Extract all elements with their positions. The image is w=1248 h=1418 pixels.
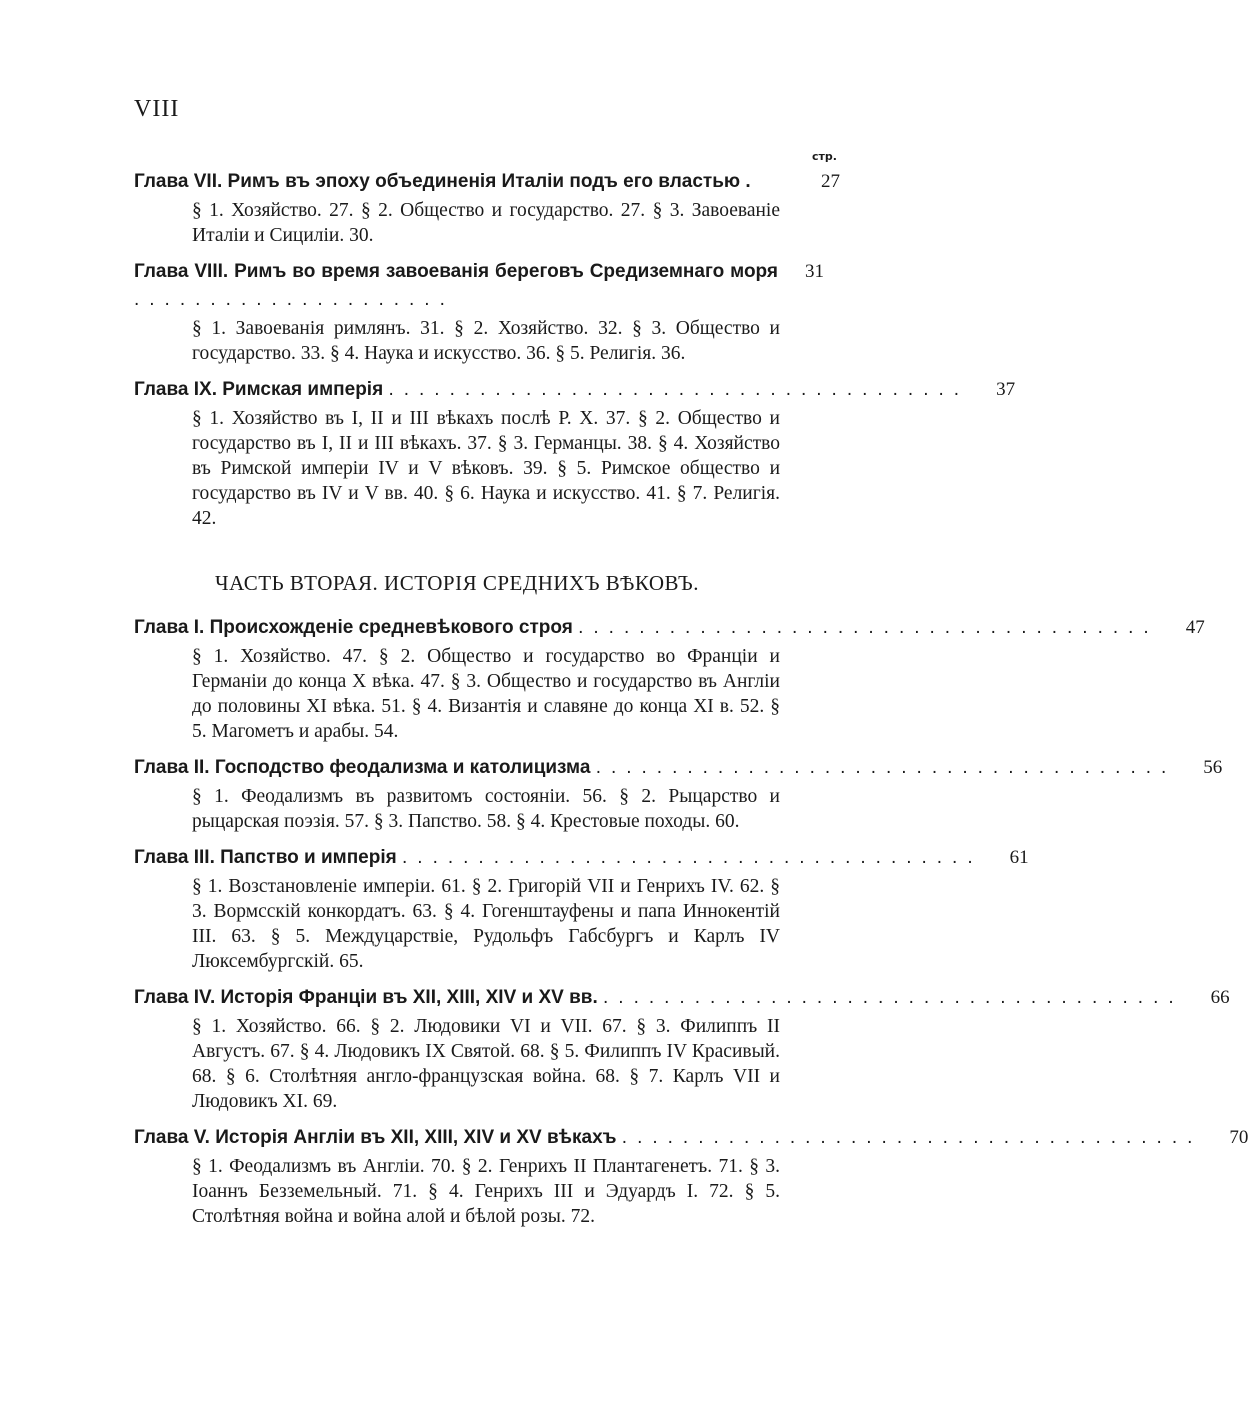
chapter-title: Глава V. Исторія Англіи въ XII, XIII, XIV и XV вѣкахъ ...................................... [134, 1127, 1203, 1148]
chapter-sections: § 1. Возстановленіе имперіи. 61. § 2. Григорій VII и Генрихъ IV. 62. § 3. Вормсскій конкордатъ. 63. § 4. Гогенштауфены и папа Иннокентій III. 63. § 5. Междуцарствіе, Рудольфъ Габсбургъ и Карлъ IV Люксембургскій. 65. [192, 876, 780, 972]
chapter-sections: § 1. Хозяйство. 66. § 2. Людовики VI и VII. 67. § 3. Филиппъ II Августъ. 67. § 4. Людовикъ IX Святой. 68. § 5. Филиппъ IV Красивый. 68. § 6. Столѣтняя англо-французская война. 68. § 7. Карлъ VII и Людовикъ XI. 69. [192, 1016, 780, 1112]
toc-entry [134, 376, 1016, 531]
chapter-page: 31 [805, 261, 824, 282]
chapter-title: Глава VII. Римъ въ эпоху объединенія Италіи подъ его властью . [134, 171, 751, 192]
chapter-sections: § 1. Феодализмъ въ развитомъ состояніи. 56. § 2. Рыцарство и рыцарская поэзія. 57. § 3. Папство. 58. § 4. Крестовые походы. 60. [192, 786, 780, 832]
chapter-sections: § 1. Хозяйство. 27. § 2. Общество и государство. 27. § 3. Завоеваніе Италіи и Сициліи. 30. [192, 200, 780, 246]
toc-entry [134, 844, 1029, 974]
toc-entry [134, 754, 1223, 834]
chapter-title: Глава VIII. Римъ во время завоеванія береговъ Средиземнаго моря ..................... [134, 261, 778, 310]
chapter-page: 37 [996, 379, 1016, 400]
chapter-sections: § 1. Хозяйство. 47. § 2. Общество и государство во Франціи и Германіи до конца X вѣка. 47. § 3. Общество и государство въ Англіи до половины XI вѣка. 51. § 4. Византія и славяне до конца XI в. 52. § 5. Магометъ и арабы. 54. [192, 646, 780, 742]
part-title: ЧАСТЬ ВТОРАЯ. ИСТОРІЯ СРЕДНИХЪ ВѢКОВЪ. [215, 571, 699, 595]
page-number: VIII [134, 96, 180, 122]
chapter-page: 70 [1229, 1127, 1248, 1148]
chapter-title: Глава IV. Исторія Франціи въ XII, XIII, XIV и XV вв. ...................................... [134, 987, 1184, 1008]
chapter-sections: § 1. Завоеванія римлянъ. 31. § 2. Хозяйство. 32. § 3. Общество и государство. 33. § 4. Наука и искусство. 36. § 5. Религія. 36. [192, 318, 780, 364]
page-column-label: стр. [812, 150, 837, 163]
chapter-title: Глава IX. Римская имперія ...................................... [134, 379, 970, 400]
chapter-title: Глава II. Господство феодализма и католицизма ...................................... [134, 757, 1177, 778]
chapter-page: 27 [821, 171, 840, 192]
chapter-sections: § 1. Феодализмъ въ Англіи. 70. § 2. Генрихъ II Плантагенетъ. 71. § 3. Іоаннъ Безземельный. 71. § 4. Генрихъ III и Эдуардъ I. 72. § 5. Столѣтняя война и война алой и бѣлой розы. 72. [192, 1156, 780, 1227]
chapter-page: 56 [1203, 757, 1223, 778]
chapter-title: Глава I. Происхожденіе средневѣкового строя ...................................... [134, 617, 1159, 638]
chapter-page: 47 [1185, 617, 1205, 638]
toc-entry [134, 1124, 1248, 1229]
toc-entry [134, 168, 840, 248]
chapter-page: 61 [1009, 847, 1029, 868]
chapter-title: Глава III. Папство и имперія ...................................... [134, 847, 983, 868]
chapter-page: 66 [1210, 987, 1230, 1008]
chapter-sections: § 1. Хозяйство въ I, II и III вѣкахъ послѣ Р. Х. 37. § 2. Общество и государство въ I, II и III вѣкахъ. 37. § 3. Германцы. 38. § 4. Хозяйство въ Римской имперіи IV и V вѣковъ. 39. § 5. Римское общество и государство въ IV и V вв. 40. § 6. Наука и искусство. 41. § 7. Религія. 42. [192, 408, 780, 529]
table-of-contents [134, 168, 1248, 1239]
toc-entry [134, 258, 840, 366]
toc-entry [134, 614, 1205, 744]
toc-entry [134, 984, 1230, 1114]
